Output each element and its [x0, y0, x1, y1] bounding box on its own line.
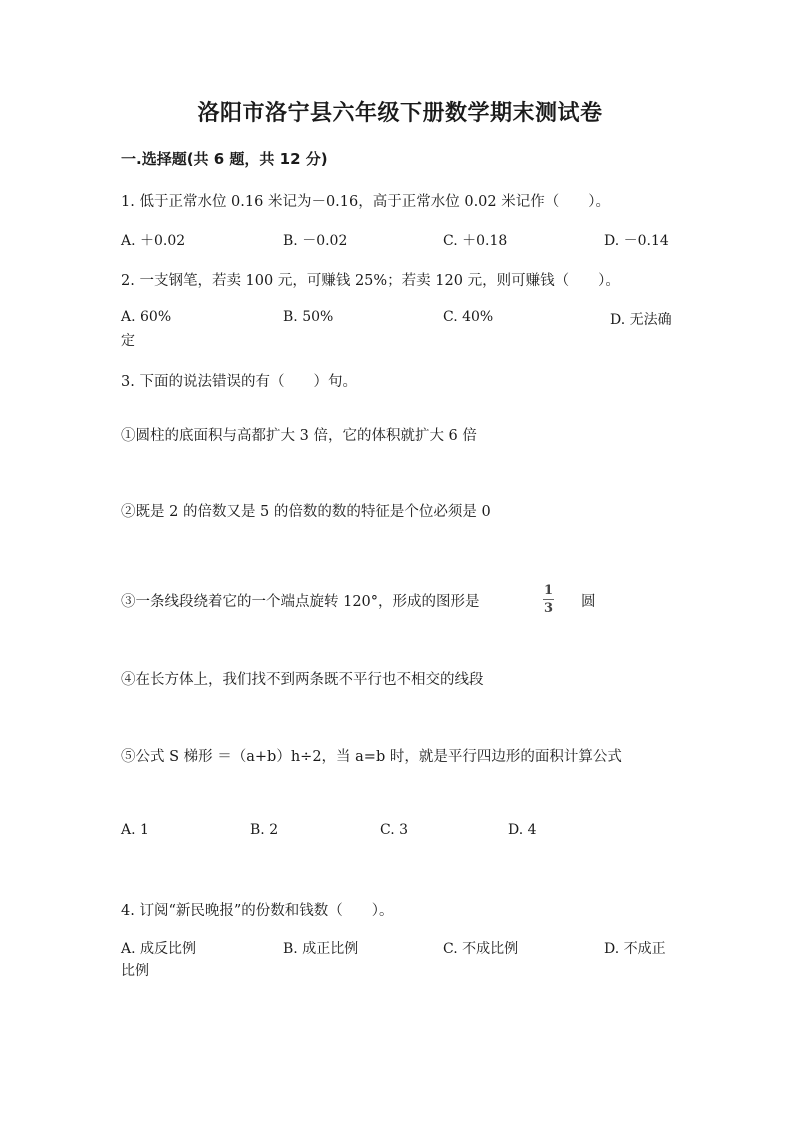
q4-option-a: A. 成反比例 — [121, 941, 197, 957]
section-heading: 一.选择题(共 6 题，共 12 分) — [121, 150, 328, 168]
q3-statement-2: ②既是 2 的倍数又是 5 的倍数的数的特征是个位必须是 0 — [121, 504, 491, 520]
q1-option-d: D. －0.14 — [604, 233, 669, 249]
fraction-denominator: 3 — [543, 601, 554, 616]
q3-option-a: A. 1 — [121, 822, 149, 838]
question-1-stem: 1. 低于正常水位 0.16 米记为－0.16，高于正常水位 0.02 米记作（ ）。 — [121, 194, 610, 210]
q3-statement-4: ④在长方体上，我们找不到两条既不平行也不相交的线段 — [121, 672, 484, 688]
question-3-stem: 3. 下面的说法错误的有（ ）句。 — [121, 374, 357, 390]
q4-option-d-wrap: 比例 — [121, 963, 149, 979]
q1-option-b: B. －0.02 — [283, 233, 348, 249]
q3-statement-3-end: 圆 — [581, 594, 596, 610]
fraction-numerator: 1 — [543, 583, 554, 598]
q3-option-b: B. 2 — [250, 822, 279, 838]
q2-option-d: D. 无法确 — [610, 312, 672, 328]
q1-option-c: C. ＋0.18 — [443, 233, 508, 249]
q3-option-c: C. 3 — [380, 822, 409, 838]
q4-option-b: B. 成正比例 — [283, 941, 359, 957]
q3-statement-3: ③一条线段绕着它的一个端点旋转 120°，形成的图形是 — [121, 594, 480, 610]
question-4-stem: 4. 订阅“新民晚报”的份数和钱数（ ）。 — [121, 903, 394, 919]
q3-statement-1: ①圆柱的底面积与高都扩大 3 倍，它的体积就扩大 6 倍 — [121, 428, 477, 444]
q4-option-c: C. 不成比例 — [443, 941, 519, 957]
q3-option-d: D. 4 — [508, 822, 537, 838]
q4-option-d: D. 不成正 — [604, 941, 666, 957]
q1-option-a: A. ＋0.02 — [121, 233, 186, 249]
question-2-stem: 2. 一支钢笔，若卖 100 元，可赚钱 25%；若卖 120 元，则可赚钱（ ）。 — [121, 273, 620, 289]
q2-option-c: C. 40% — [443, 309, 494, 325]
fraction-one-third — [543, 584, 554, 615]
q2-option-d-wrap: 定 — [121, 333, 135, 349]
q3-statement-5: ⑤公式 S 梯形 ＝（a+b）h÷2，当 a=b 时，就是平行四边形的面积计算公式 — [121, 749, 622, 765]
page-title: 洛阳市洛宁县六年级下册数学期末测试卷 — [197, 100, 603, 126]
q2-option-b: B. 50% — [283, 309, 334, 325]
fraction-bar — [543, 599, 554, 600]
q2-option-a: A. 60% — [121, 309, 172, 325]
